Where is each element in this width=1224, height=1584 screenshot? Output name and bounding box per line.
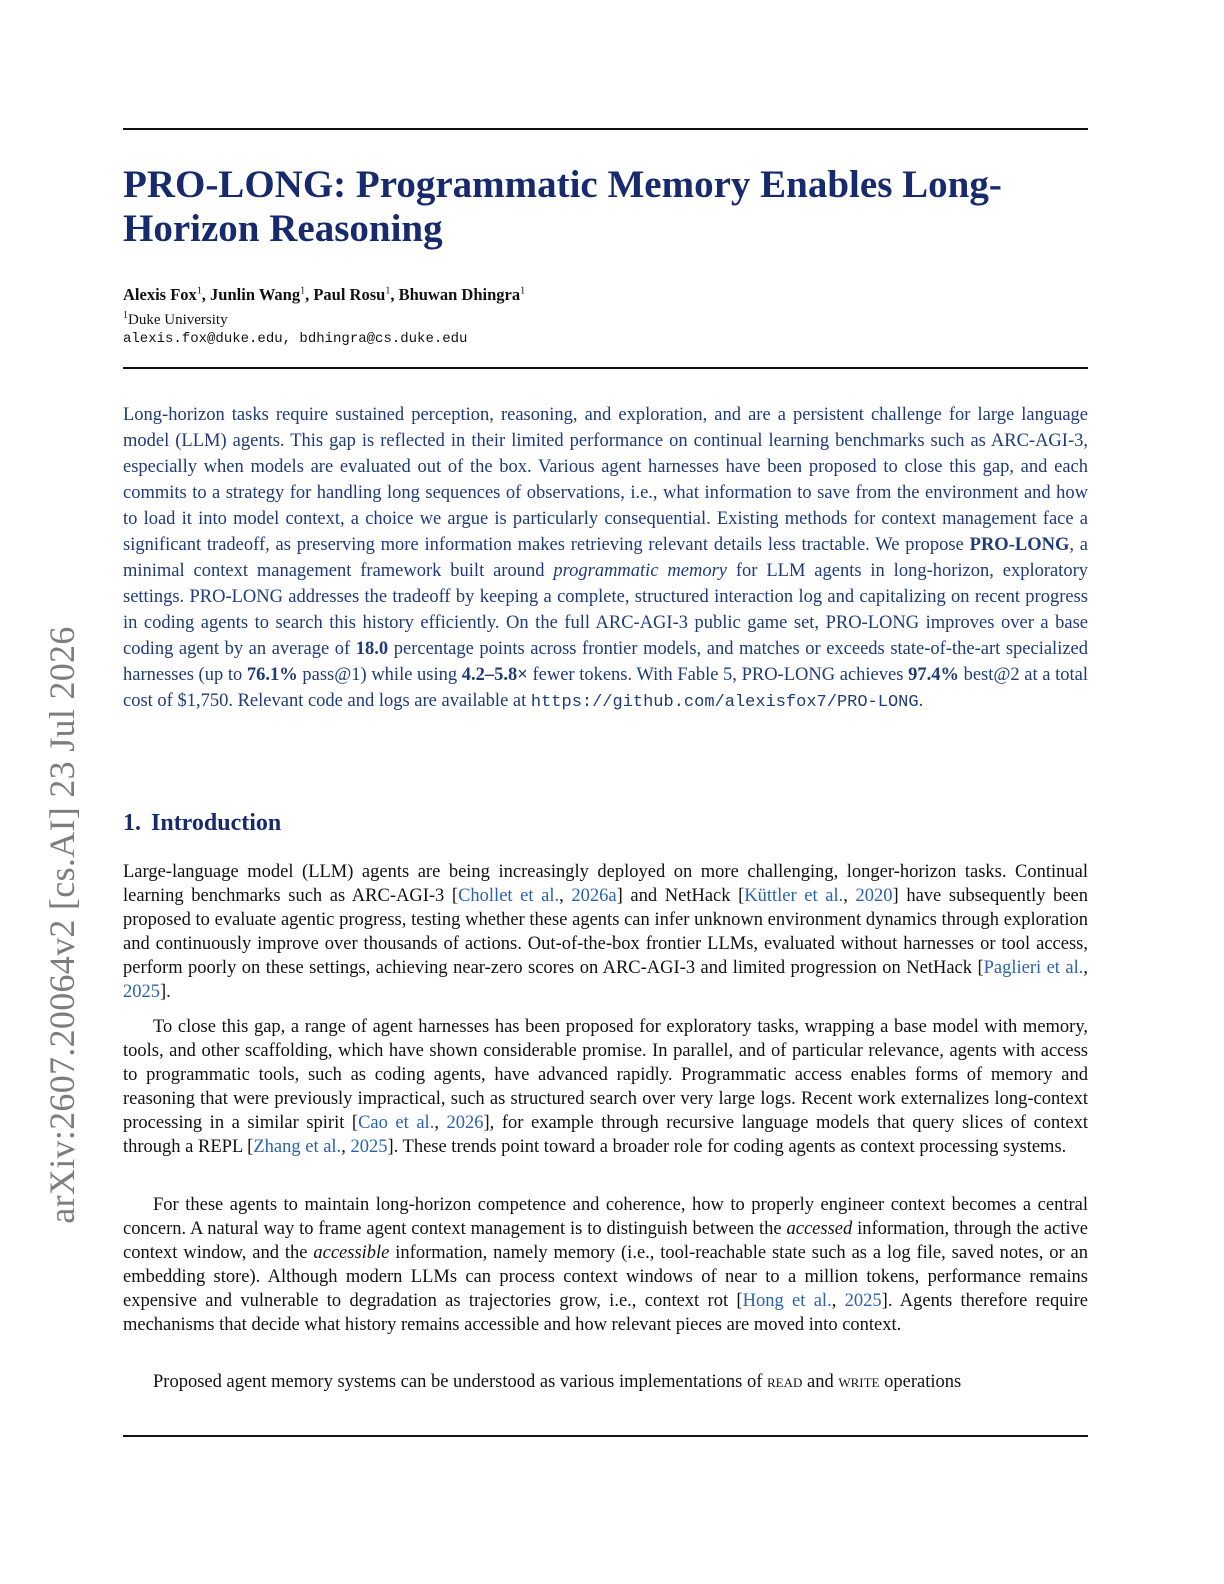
small-caps-term: read (766, 1372, 803, 1392)
author-affil-mark: 1 (520, 285, 526, 297)
metric-gain: 18.0 (355, 639, 389, 659)
intro-paragraph-2 (123, 1015, 1088, 1159)
text-run: , (1083, 958, 1088, 978)
affiliation (123, 310, 228, 329)
code-link[interactable]: https://github.com/alexisfox7/PRO-LONG (530, 693, 919, 712)
paper-title: PRO-LONG: Programmatic Memory Enables Long-Horizon Reasoning (123, 163, 1002, 250)
author: Junlin Wang$^1$, (210, 285, 314, 304)
intro-paragraph-1 (123, 860, 1088, 1004)
citation-link[interactable]: 2025 (350, 1137, 388, 1157)
citation-link[interactable]: 2025 (123, 982, 160, 1002)
text-run: , (434, 1113, 447, 1133)
citation-link[interactable]: 2020 (855, 886, 893, 906)
metric-pass1: 76.1% (246, 665, 298, 685)
citation-link[interactable]: Paglieri et al. (983, 958, 1084, 978)
author-affil-mark: 1 (385, 285, 391, 297)
author-name: Paul Rosu (313, 285, 386, 304)
affiliation-mark: 1 (123, 310, 128, 321)
author: Paul Rosu$^1$, (313, 285, 399, 304)
text-run: information, namely memory (i.e., tool-reachable state such as a log file, saved notes, or an embedding store). Although modern LLMs can process context windows of near to a million tokens, performance remains expensive and vulnerable to degradation as trajectories grow, i.e., context rot [ (123, 1243, 1088, 1311)
intro-paragraph-3 (123, 1193, 1088, 1337)
text-run: For these agents to maintain long-horizon competence and coherence, how to properly engineer context becomes a central concern. A natural way to frame agent context management is to distinguish between the (123, 1195, 1088, 1239)
author: Alexis Fox$^1$, (123, 285, 211, 304)
author-name: Bhuwan Dhingra (398, 285, 521, 304)
citation-link[interactable]: 2025 (844, 1291, 882, 1311)
text-run: Proposed agent memory systems can be understood as various implementations of (153, 1372, 767, 1392)
text-run: ]. These trends point toward a broader role for coding agents as context processing systems. (387, 1137, 1067, 1157)
author (399, 285, 526, 304)
author-emails: alexis.fox@duke.edu, bdhingra@cs.duke.edu (123, 331, 468, 347)
text-run: operations (879, 1372, 962, 1392)
section-number: 1. (123, 810, 141, 836)
method-name: PRO-LONG (969, 535, 1070, 555)
author-list (123, 285, 525, 305)
text-run: ]. (160, 982, 171, 1002)
author-name: Alexis Fox (123, 285, 197, 304)
citation-link[interactable]: Cao et al. (358, 1113, 435, 1133)
citation-link[interactable]: Hong et al. (742, 1291, 832, 1311)
section-heading (123, 810, 281, 837)
arxiv-identifier: arXiv:2607.20064v2 [cs.AI] 23 Jul 2026 (42, 626, 82, 1224)
citation-link[interactable]: 2026 (446, 1113, 484, 1133)
citation-link[interactable]: Zhang et al. (253, 1137, 342, 1157)
text-run: , (831, 1291, 845, 1311)
citation-link[interactable]: Chollet et al. (458, 886, 560, 906)
author-affil-mark: 1 (196, 285, 202, 297)
affiliation-name: Duke University (128, 312, 228, 328)
text-run: Large-language model (LLM) agents are being increasingly deployed on more challenging, longer-horizon tasks. Continual learning benchmarks such as ARC-AGI-3 [ (123, 862, 1088, 906)
text-run: ] and NetHack [ (616, 886, 745, 906)
text-run: , (843, 886, 856, 906)
text-run: ]. Agents therefore require mechanisms that decide what history remains accessible and how relevant pieces are moved into context. (123, 1291, 1088, 1335)
text-run: ] have subsequently been proposed to evaluate agentic progress, testing whether these agents can infer unknown environment dynamics through exploration and continuously improve over thousands of actions. Out-of-the-box frontier LLMs, evaluated without harnesses or tool access, perform poorly on these settings, achieving near-zero scores on ARC-AGI-3 and limited progression on NetHack [ (123, 886, 1089, 978)
author-affil-mark: 1 (300, 285, 306, 297)
small-caps-term: write (838, 1372, 880, 1392)
emphasis: accessed (786, 1219, 853, 1239)
text-run: , (559, 886, 572, 906)
abstract: Long-horizon tasks require sustained perception, reasoning, and exploration, and are a persistent challenge for large language model (LLM) agents. This gap is reflected in their limited performance on continual learning benchmarks such as ARC-AGI-3, especially when models are evaluated out of the box. Various agent harnesses have been proposed to close this gap, and each commits to a strategy for handling long sequences of observations, i.e., what information to save from the environment and how to load it into model context, a choice we argue is particularly consequential. Existing methods for context management face a significant tradeoff, as preserving more information makes retrieving relevant details less tractable. We propose PRO-LONG, a minimal context management framework built around programmatic memory for LLM agents in long-horizon, exploratory settings. PRO-LONG addresses the tradeoff by keeping a complete, structured interaction log and capitalizing on recent progress in coding agents to search this history efficiently. On the full ARC-AGI-3 public game set, PRO-LONG improves over a base coding agent by an average of 18.0 percentage points across frontier models, and matches or exceeds state-of-the-art specialized harnesses (up to 76.1% pass@1) while using 4.2–5.8× fewer tokens. With Fable 5, PRO-LONG achieves 97.4% best@2 at a total cost of $1,750. Relevant code and logs are available at https://github.com/alexisfox7/PRO-LONG. (123, 405, 1089, 712)
text-run: ], for example through recursive language models that query slices of context through a REPL [ (123, 1113, 1089, 1157)
metric-best2: 97.4% (908, 665, 959, 685)
footer-rule (123, 1435, 1088, 1437)
emphasis: programmatic memory (553, 561, 728, 581)
citation-link[interactable]: 2026a (571, 886, 617, 906)
section-title: Introduction (151, 810, 282, 836)
text-run: To close this gap, a range of agent harnesses has been proposed for exploratory tasks, wrapping a base model with memory, tools, and other scaffolding, which have shown considerable promise. In parallel, and of particular relevance, agents with access to programmatic tools, such as coding agents, have advanced rapidly. Programmatic access enables forms of memory and reasoning that were previously impractical, such as structured search over very large logs. Recent work externalizes long-context processing in a similar spirit [ (123, 1017, 1088, 1133)
emphasis: accessible (313, 1243, 390, 1263)
header-rule (123, 367, 1088, 369)
citation-link[interactable]: Küttler et al. (744, 886, 844, 906)
metric-token-ratio: 4.2–5.8× (461, 665, 528, 685)
text-run: information, through the active context window, and the (123, 1219, 1088, 1263)
text-run: , (341, 1137, 351, 1157)
top-rule (123, 128, 1088, 130)
text-run: and (802, 1372, 839, 1392)
author-name: Junlin Wang (210, 285, 301, 304)
intro-paragraph-4 (123, 1370, 1088, 1394)
